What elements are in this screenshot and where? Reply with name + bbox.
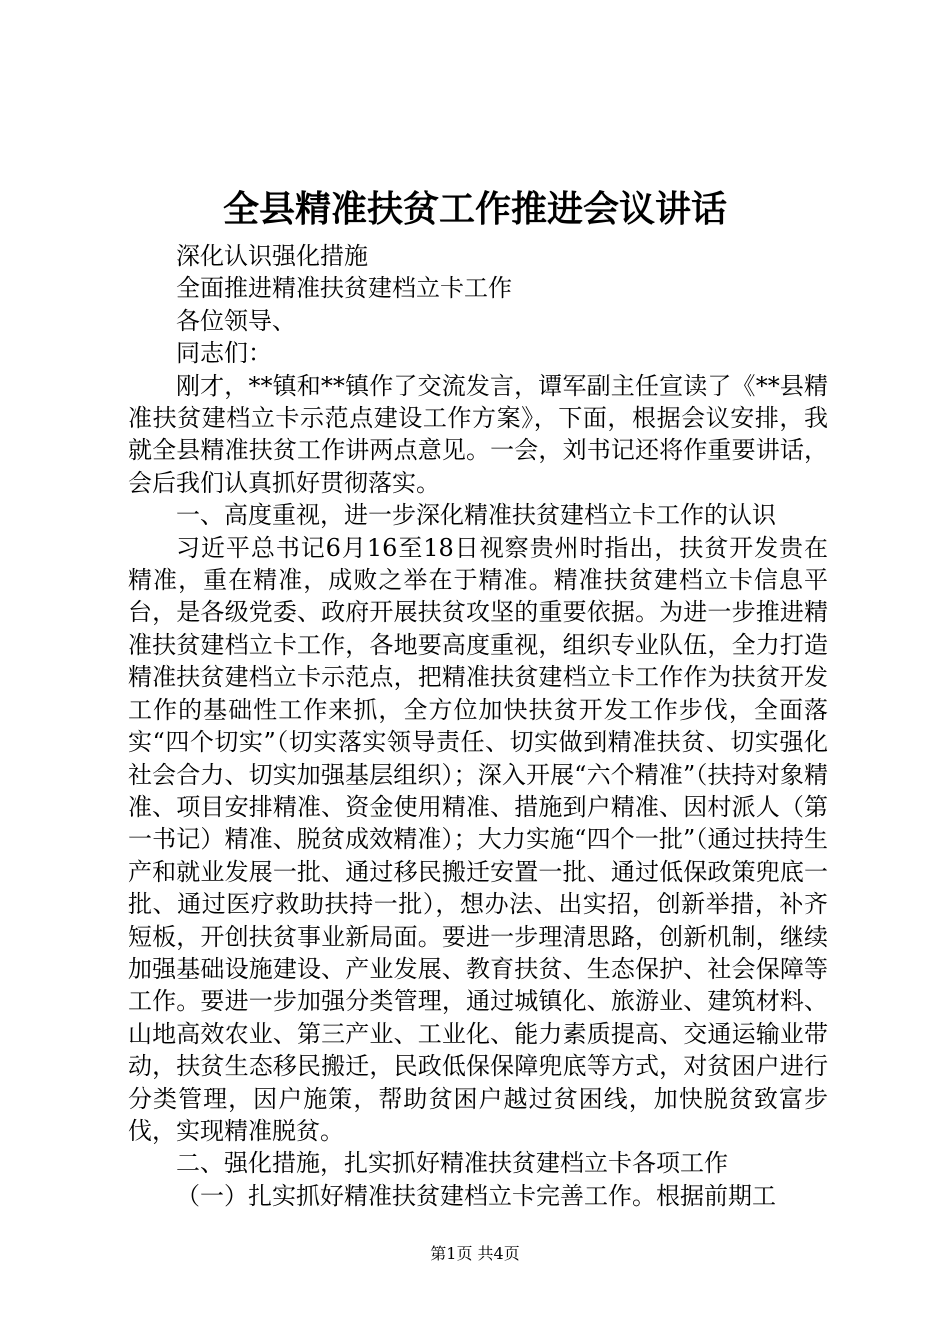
subsection-1-paragraph: （一）扎实抓好精准扶贫建档立卡完善工作。根据前期工 [176,1181,776,1210]
document-body [128,240,828,1212]
section-heading-1: 一、高度重视，进一步深化精准扶贫建档立卡工作的认识 [176,501,776,530]
salutation-line-2: 同志们： [176,339,272,368]
page-number-footer: 第1页 共4页 [430,1244,520,1263]
opening-paragraph: 刚才，**镇和**镇作了交流发言，谭军副主任宣读了《**县精准扶贫建档立卡示范点建设工作方案》，下面，根据会议安排，我就全县精准扶贫工作讲两点意见。一会，刘书记还将作重要讲话，会后我们认真抓好贯彻落实。 [128,371,828,497]
subtitle-line-2: 全面推进精准扶贫建档立卡工作 [176,274,512,303]
subtitle-line-1: 深化认识强化措施 [176,242,368,270]
section-1-paragraph: 习近平总书记6月16至18日视察贵州时指出，扶贫开发贵在精准，重在精准，成败之举在于精准。精准扶贫建档立卡信息平台，是各级党委、政府开展扶贫攻坚的重要依据。为进一步推进精准扶贫建档立卡工作，各地要高度重视，组织专业队伍，全力打造精准扶贫建档立卡示范点，把精准扶贫建档立卡工作作为扶贫开发工作的基础性工作来抓，全方位加快扶贫开发工作步伐，全面落实“四个切实”（切实落实领导责任、切实做到精准扶贫、切实强化社会合力、切实加强基层组织）；深入开展“六个精准”（扶持对象精准、项目安排精准、资金使用精准、措施到户精准、因村派人（第一书记）精准、脱贫成效精准）；大力实施“四个一批”（通过扶持生产和就业发展一批、通过移民搬迁安置一批、通过低保政策兜底一批、通过医疗救助扶持一批），想办法、出实招，创新举措，补齐短板，开创扶贫事业新局面。要进一步理清思路，创新机制，继续加强基础设施建设、产业发展、教育扶贫、生态保护、社会保障等工作。要进一步加强分类管理，通过城镇化、旅游业、建筑材料、山地高效农业、第三产业、工业化、能力素质提高、交通运输业带动，扶贫生态移民搬迁，民政低保保障兜底等方式，对贫困户进行分类管理，因户施策，帮助贫困户越过贫困线，加快脱贫致富步伐，实现精准脱贫。 [128,533,828,1145]
section-heading-2: 二、强化措施，扎实抓好精准扶贫建档立卡各项工作 [176,1149,728,1178]
salutation-line-1: 各位领导、 [176,306,296,335]
document-title: 全县精准扶贫工作推进会议讲话 [222,188,727,230]
